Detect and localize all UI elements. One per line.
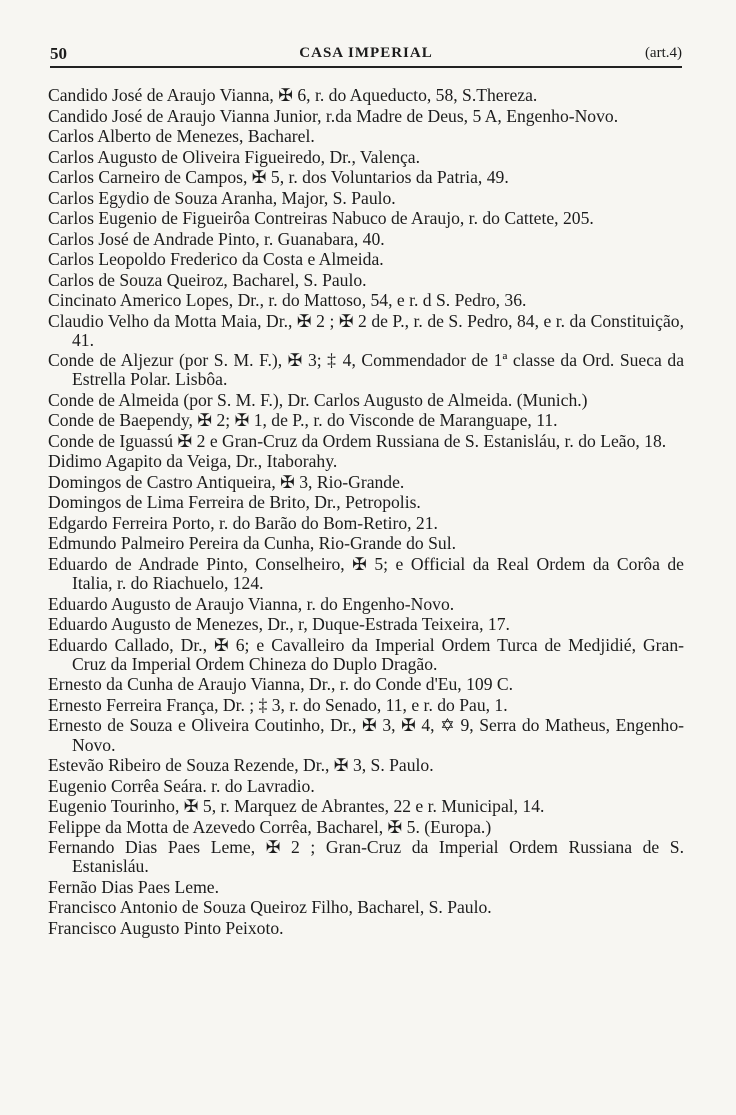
list-item: Conde de Almeida (por S. M. F.), Dr. Carlos Augusto de Almeida. (Munich.) [48, 389, 588, 410]
list-item: Eduardo Augusto de Menezes, Dr., r, Duque-Estrada Teixeira, 17. [48, 614, 510, 635]
list-item: Conde de Baependy, ✠ 2; ✠ 1, de P., r. do Visconde de Maranguape, 11. [48, 410, 558, 431]
list-item: Candido José de Araujo Vianna, ✠ 6, r. do Aqueducto, 58, S.Thereza. [48, 85, 538, 105]
list-item: Eduardo Callado, Dr., ✠ 6; e Cavalleiro da Imperial Ordem Turca de Medjidié, Gran-Cruz da Imperial Ordem Chineza do Duplo Dragão. [48, 634, 684, 674]
list-item: Francisco Antonio de Souza Queiroz Filho, Bacharel, S. Paulo. [48, 897, 492, 918]
list-item: Ernesto da Cunha de Araujo Vianna, Dr., r. do Conde d'Eu, 109 C. [48, 674, 514, 695]
list-item: Domingos de Castro Antiqueira, ✠ 3, Rio-Grande. [48, 471, 405, 492]
list-item: Ernesto Ferreira França, Dr. ; ‡ 3, r. do Senado, 11, e r. do Pau, 1. [48, 694, 508, 715]
list-item: Cincinato Americo Lopes, Dr., r. do Mattoso, 54, e r. d S. Pedro, 36. [48, 290, 527, 310]
list-item: Domingos de Lima Ferreira de Brito, Dr., Petropolis. [48, 492, 421, 513]
list-item: Carlos Augusto de Oliveira Figueiredo, Dr., Valença. [48, 146, 421, 167]
list-item: Edmundo Palmeiro Pereira da Cunha, Rio-Grande do Sul. [48, 533, 456, 554]
list-item: Fernão Dias Paes Leme. [48, 876, 219, 897]
list-item: Eduardo Augusto de Araujo Vianna, r. do Engenho-Novo. [48, 593, 455, 614]
page-header [50, 44, 682, 68]
page-number: 50 [50, 44, 67, 63]
list-item: Eugenio Corrêa Seára. r. do Lavradio. [48, 775, 315, 796]
running-title: CASA IMPERIAL [299, 45, 433, 61]
list-item: Carlos Alberto de Menezes, Bacharel. [48, 126, 315, 146]
list-item: Conde de Iguassú ✠ 2 e Gran-Cruz da Ordem Russiana de S. Estanisláu, r. do Leão, 18. [48, 430, 667, 451]
section-reference: (art.4) [644, 45, 682, 61]
list-item: Carlos Eugenio de Figueirôa Contreiras Nabuco de Araujo, r. do Cattete, 205. [48, 208, 594, 228]
list-item: Conde de Aljezur (por S. M. F.), ✠ 3; ‡ 4, Commendador de 1ª classe da Ord. Sueca da Estrella Polar. Lisbôa. [48, 350, 684, 390]
list-item: Eduardo de Andrade Pinto, Conselheiro, ✠ 5; e Official da Real Ordem da Corôa de Italia, r. do Riachuelo, 124. [48, 553, 684, 594]
entry-list [48, 86, 684, 939]
list-item: Claudio Velho da Motta Maia, Dr., ✠ 2 ; ✠ 2 de P., r. de S. Pedro, 84, e r. da Constituição, 41. [48, 310, 684, 350]
list-item: Carlos Carneiro de Campos, ✠ 5, r. dos Voluntarios da Patria, 49. [48, 167, 509, 187]
list-item: Felippe da Motta de Azevedo Corrêa, Bacharel, ✠ 5. (Europa.) [48, 816, 492, 837]
list-item: Edgardo Ferreira Porto, r. do Barão do Bom-Retiro, 21. [48, 512, 438, 533]
list-item: Didimo Agapito da Veiga, Dr., Itaborahy. [48, 451, 338, 472]
list-item: Carlos Egydio de Souza Aranha, Major, S. Paulo. [48, 187, 396, 208]
list-item: Ernesto de Souza e Oliveira Coutinho, Dr., ✠ 3, ✠ 4, ✡ 9, Serra do Matheus, Engenho-Novo. [48, 715, 684, 755]
list-item: Eugenio Tourinho, ✠ 5, r. Marquez de Abrantes, 22 e r. Municipal, 14. [48, 796, 545, 817]
list-item: Fernando Dias Paes Leme, ✠ 2 ; Gran-Cruz da Imperial Ordem Russiana de S. Estanisláu. [48, 837, 684, 877]
list-item: Carlos Leopoldo Frederico da Costa e Almeida. [48, 249, 384, 269]
list-item: Carlos José de Andrade Pinto, r. Guanabara, 40. [48, 228, 385, 249]
list-item: Candido José de Araujo Vianna Junior, r.da Madre de Deus, 5 A, Engenho-Novo. [48, 105, 619, 126]
list-item: Francisco Augusto Pinto Peixoto. [48, 917, 284, 938]
list-item: Estevão Ribeiro de Souza Rezende, Dr., ✠ 3, S. Paulo. [48, 755, 434, 776]
list-item: Carlos de Souza Queiroz, Bacharel, S. Paulo. [48, 269, 367, 290]
